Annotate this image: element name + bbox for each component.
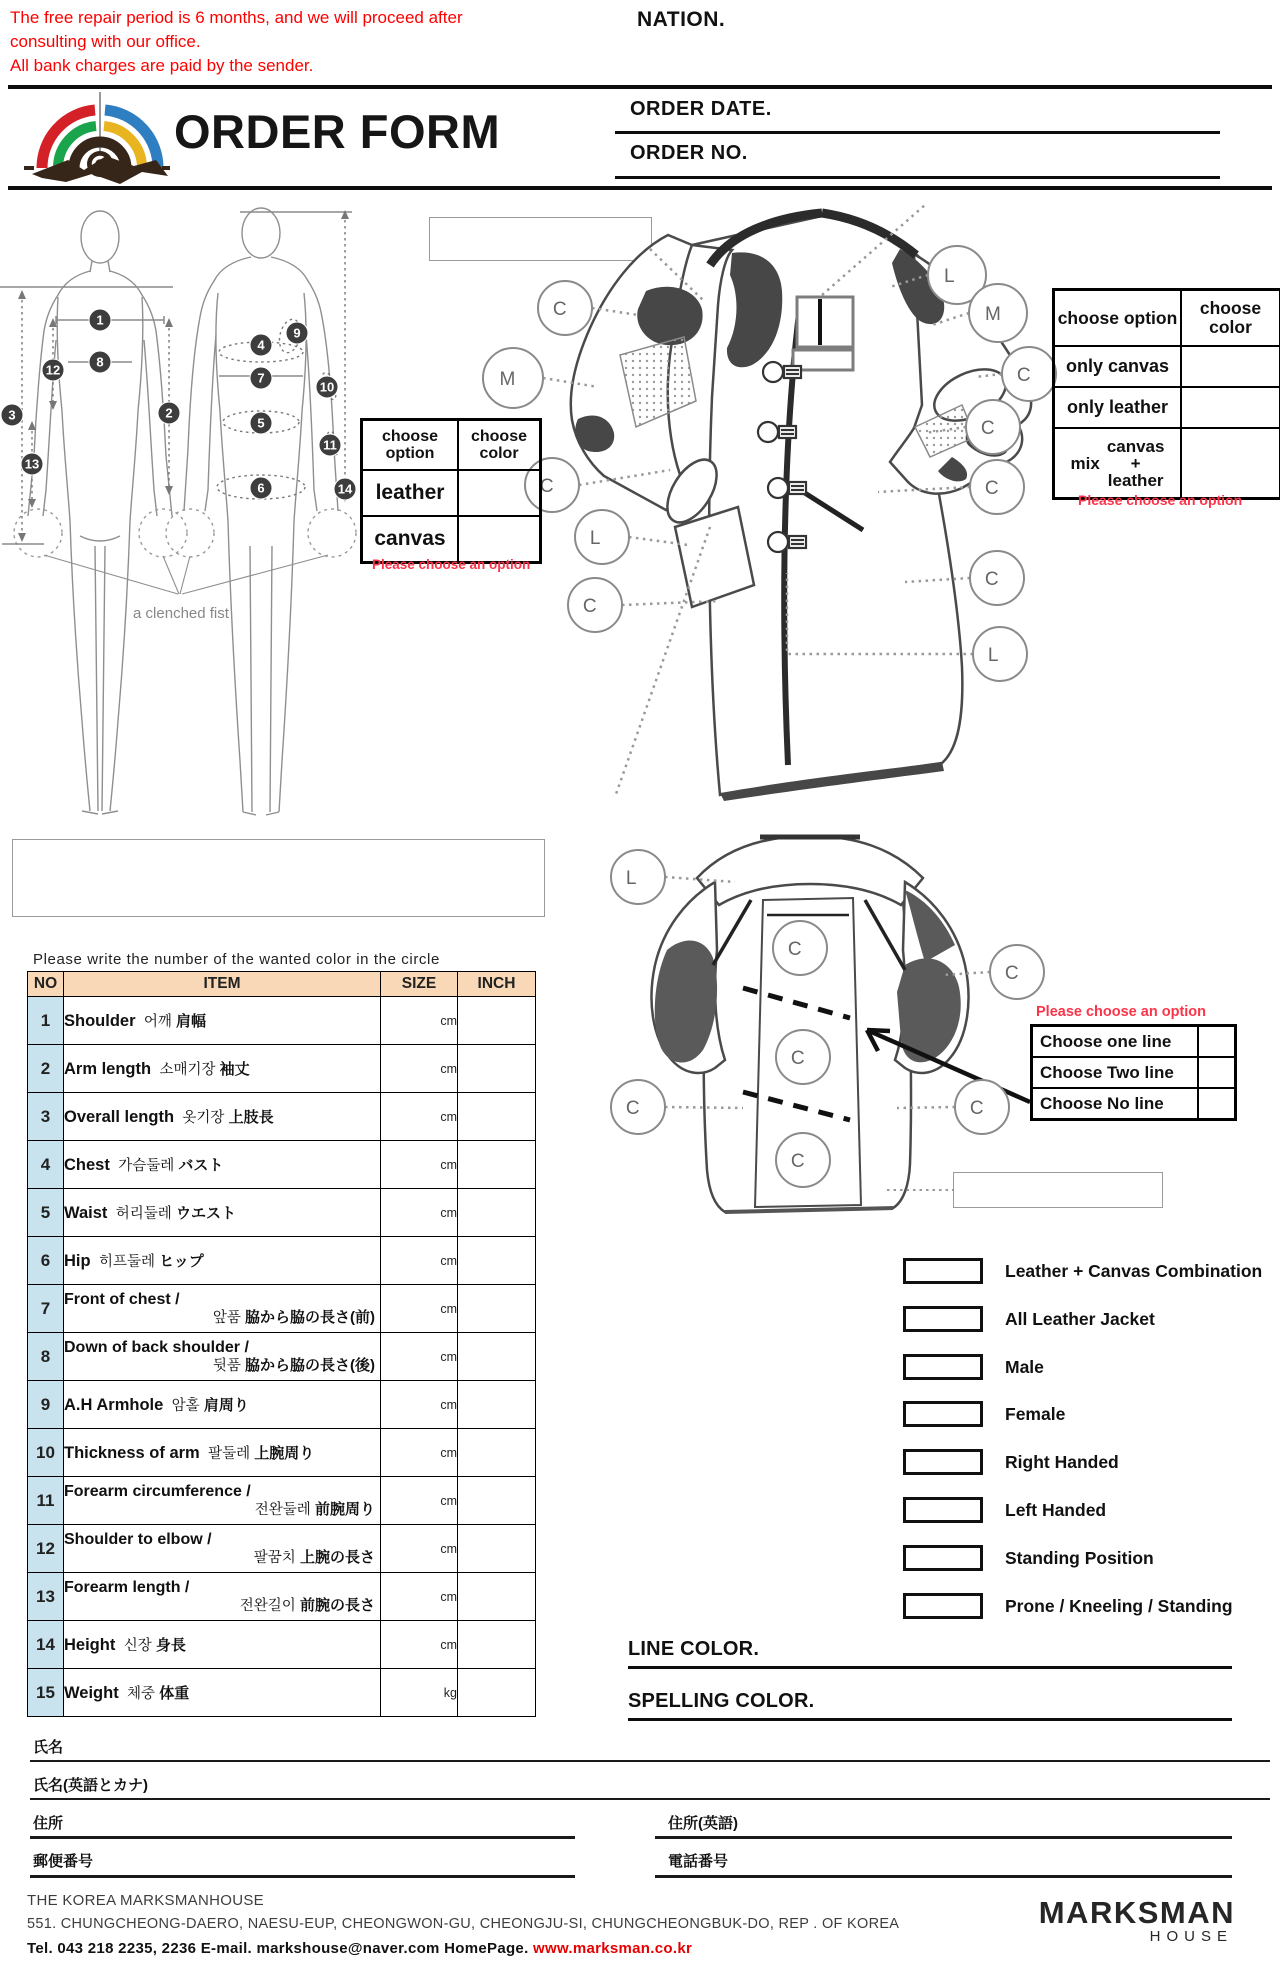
only-canvas-label: only canvas xyxy=(1054,346,1182,387)
size-input-cell[interactable]: cm xyxy=(381,1045,458,1093)
checkbox-row xyxy=(903,1304,1155,1334)
row-item-label: A.H Armhole 암홀 肩周り xyxy=(64,1381,381,1429)
only-leather-color-cell[interactable] xyxy=(1181,387,1280,428)
header-rule-top xyxy=(8,85,1272,89)
row-item-label: Forearm length / 전완길이 前腕の長さ xyxy=(64,1573,381,1621)
table-row xyxy=(28,1429,536,1477)
row-number: 2 xyxy=(28,1045,64,1093)
row-number: 3 xyxy=(28,1093,64,1141)
size-input-cell[interactable]: cm xyxy=(381,1333,458,1381)
opt-leather-label: leather xyxy=(362,470,459,516)
row-item-label: Forearm circumference / 전완둘레 前腕周り xyxy=(64,1477,381,1525)
checkbox-label: Prone / Kneeling / Standing xyxy=(1005,1595,1233,1616)
inch-input-cell[interactable] xyxy=(458,1429,536,1477)
checkbox-label: Left Handed xyxy=(1005,1499,1107,1520)
footer-address: 551. CHUNGCHEONG-DAERO, NAESU-EUP, CHEONGWON-GU, CHEONGJU-SI, CHUNGCHEONGBUK-DO, REP . OF KOREA xyxy=(27,1916,900,1932)
inch-input-cell[interactable] xyxy=(458,1141,536,1189)
address-label: 住所 xyxy=(33,1815,64,1832)
table-row xyxy=(28,1669,536,1717)
table-row xyxy=(28,1237,536,1285)
row-number: 15 xyxy=(28,1669,64,1717)
measure-marker-number: 5 xyxy=(257,415,265,431)
opt-left-note: Please choose an option xyxy=(372,557,531,572)
color-callout-circle[interactable] xyxy=(575,510,629,564)
front-jacket-diagram xyxy=(470,205,1070,805)
checkbox-row xyxy=(903,1352,1044,1382)
checkbox[interactable] xyxy=(903,1401,983,1427)
mix-option-table xyxy=(1052,288,1280,500)
nation-label: NATION. xyxy=(637,8,726,31)
inch-input-cell[interactable] xyxy=(458,1093,536,1141)
measurement-table xyxy=(27,971,536,1717)
inch-input-cell[interactable] xyxy=(458,1285,536,1333)
size-input-cell[interactable]: cm xyxy=(381,1573,458,1621)
address-en-field[interactable] xyxy=(655,1836,1232,1839)
option-checkbox-list xyxy=(903,1256,1280,1631)
checkbox[interactable] xyxy=(903,1497,983,1523)
phone-field[interactable] xyxy=(655,1875,1232,1878)
checkbox-row xyxy=(903,1495,1106,1525)
measure-marker-number: 4 xyxy=(257,337,265,353)
checkbox[interactable] xyxy=(903,1545,983,1571)
color-instruction: Please write the number of the wanted color in the circle xyxy=(33,951,440,968)
name-field[interactable] xyxy=(30,1760,1270,1762)
callout-letter: L xyxy=(589,528,601,549)
inch-input-cell[interactable] xyxy=(458,1045,536,1093)
zip-field[interactable] xyxy=(30,1875,575,1878)
line-table-note: Please choose an option xyxy=(1036,1004,1207,1020)
callout-letter: C xyxy=(552,299,567,320)
row-item-label: Overall length 옷기장 上肢長 xyxy=(64,1093,381,1141)
name-en-label: 氏名(英語とカナ) xyxy=(33,1777,148,1794)
choose-one-line-label: Choose one line xyxy=(1032,1026,1199,1058)
notice-line-2: All bank charges are paid by the sender. xyxy=(10,56,314,75)
checkbox-label: Female xyxy=(1005,1403,1066,1424)
marksman-logo-text: MARKSMAN xyxy=(1038,1895,1235,1930)
measure-marker-number: 10 xyxy=(319,379,335,395)
size-input-cell[interactable]: cm xyxy=(381,1477,458,1525)
checkbox-row xyxy=(903,1256,1262,1286)
row-number: 12 xyxy=(28,1525,64,1573)
measure-marker-number: 3 xyxy=(8,407,16,423)
checkbox[interactable] xyxy=(903,1306,983,1332)
callout-letter: C xyxy=(1004,963,1019,984)
table-row xyxy=(28,1525,536,1573)
body-measure-diagram xyxy=(0,200,400,830)
callout-letter: C xyxy=(1016,365,1031,386)
row-item-label: Height 신장 身長 xyxy=(64,1621,381,1669)
checkbox[interactable] xyxy=(903,1258,983,1284)
notice-line-1: The free repair period is 6 months, and we will proceed after consulting with our office. xyxy=(10,8,463,51)
choose-one-line-cell[interactable] xyxy=(1198,1026,1236,1058)
measure-marker-number: 6 xyxy=(257,480,265,496)
opt-left-col1-header: choose option xyxy=(362,420,459,471)
inch-input-cell[interactable] xyxy=(458,1669,536,1717)
size-input-cell[interactable]: kg xyxy=(381,1669,458,1717)
checkbox-row xyxy=(903,1399,1065,1429)
order-no-label: ORDER NO. xyxy=(630,142,748,164)
color-callout-circle[interactable] xyxy=(611,850,665,904)
row-number: 6 xyxy=(28,1237,64,1285)
callout-letter: M xyxy=(499,369,516,390)
inch-input-cell[interactable] xyxy=(458,997,536,1045)
checkbox-label: Leather + Canvas Combination xyxy=(1005,1260,1263,1281)
table-row xyxy=(28,1333,536,1381)
choose-no-line-label: Choose No line xyxy=(1032,1088,1199,1120)
table-row xyxy=(28,1381,536,1429)
row-number: 5 xyxy=(28,1189,64,1237)
size-input-cell[interactable]: cm xyxy=(381,1429,458,1477)
row-number: 14 xyxy=(28,1621,64,1669)
col-header-inch: INCH xyxy=(458,972,536,997)
back-jacket-diagram xyxy=(575,830,1070,1265)
col-header-no: NO xyxy=(28,972,64,997)
repair-notice xyxy=(10,6,530,78)
table-row xyxy=(28,1573,536,1621)
col-header-size: SIZE xyxy=(381,972,458,997)
inch-input-cell[interactable] xyxy=(458,1189,536,1237)
order-no-field[interactable] xyxy=(615,176,1220,179)
opt-leather-color-cell[interactable] xyxy=(458,470,541,516)
color-callout-circle[interactable] xyxy=(973,627,1027,681)
opt-left-col2-header: choose color xyxy=(458,420,541,471)
measure-marker-number: 9 xyxy=(293,325,301,341)
row-item-label: Front of chest / 앞품 脇から脇の長さ(前) xyxy=(64,1285,381,1333)
measure-marker-number: 12 xyxy=(45,362,61,378)
callout-letter: C xyxy=(969,1098,984,1119)
address-en-label: 住所(英語) xyxy=(668,1815,738,1832)
opt-canvas-color-cell[interactable] xyxy=(458,516,541,563)
name-label: 氏名 xyxy=(33,1739,64,1756)
choose-two-line-cell[interactable] xyxy=(1198,1057,1236,1088)
row-number: 7 xyxy=(28,1285,64,1333)
callout-letter: C xyxy=(984,478,999,499)
callout-letter: C xyxy=(787,939,802,960)
size-input-cell[interactable]: cm xyxy=(381,1237,458,1285)
zip-label: 郵便番号 xyxy=(33,1853,94,1870)
col-header-item: ITEM xyxy=(64,972,381,997)
order-date-label: ORDER DATE. xyxy=(630,98,772,120)
page-title: ORDER FORM xyxy=(174,105,501,158)
opt-canvas-label: canvas xyxy=(362,516,459,563)
size-input-cell[interactable]: cm xyxy=(381,1189,458,1237)
phone-label: 電話番号 xyxy=(668,1853,729,1870)
fist-pointer-lines xyxy=(44,555,328,594)
row-item-label: Chest 가슴둘레 バスト xyxy=(64,1141,381,1189)
footer-contact xyxy=(27,1940,692,1957)
row-item-label: Down of back shoulder / 뒷품 脇から脇の長さ(後) xyxy=(64,1333,381,1381)
inch-input-cell[interactable] xyxy=(458,1525,536,1573)
footer-contact-text: Tel. 043 218 2235, 2236 E-mail. markshouse@naver.com HomePage. xyxy=(27,1940,534,1957)
measure-marker-number: 8 xyxy=(96,354,104,370)
material-option-table xyxy=(360,418,542,564)
callout-letter: C xyxy=(980,418,995,439)
checkbox-row xyxy=(903,1447,1119,1477)
table-row xyxy=(28,997,536,1045)
size-input-cell[interactable]: cm xyxy=(381,1621,458,1669)
measure-marker-number: 13 xyxy=(24,456,40,472)
callout-letter: C xyxy=(790,1048,805,1069)
callout-letter: C xyxy=(625,1098,640,1119)
checkbox-row xyxy=(903,1543,1154,1573)
logo-base xyxy=(32,156,168,184)
row-number: 13 xyxy=(28,1573,64,1621)
table-row xyxy=(28,1285,536,1333)
table-row xyxy=(28,1477,536,1525)
checkbox[interactable] xyxy=(903,1354,983,1380)
row-number: 10 xyxy=(28,1429,64,1477)
footer-company: THE KOREA MARKSMANHOUSE xyxy=(27,1892,264,1909)
table-row xyxy=(28,1045,536,1093)
fist-circles xyxy=(14,509,356,557)
marksman-logo xyxy=(995,1895,1235,1945)
line-color-label: LINE COLOR. xyxy=(628,1638,760,1660)
callout-letter: C xyxy=(539,476,554,497)
opt-right-note: Please choose an option xyxy=(1078,492,1243,508)
inch-input-cell[interactable] xyxy=(458,1573,536,1621)
row-number: 9 xyxy=(28,1381,64,1429)
inch-input-cell[interactable] xyxy=(458,1381,536,1429)
callout-letter: L xyxy=(625,868,637,889)
name-en-field[interactable] xyxy=(30,1798,1270,1800)
table-row xyxy=(28,1621,536,1669)
mix-color-cell[interactable] xyxy=(1181,428,1280,499)
measure-marker-number: 14 xyxy=(337,481,353,497)
row-item-label: Arm length 소매기장 袖丈 xyxy=(64,1045,381,1093)
only-canvas-color-cell[interactable] xyxy=(1181,346,1280,387)
row-item-label: Weight 체중 体重 xyxy=(64,1669,381,1717)
logo-tick-right xyxy=(162,166,170,170)
table-row xyxy=(28,1093,536,1141)
row-item-label: Shoulder to elbow / 팔꿈치 上腕の長さ xyxy=(64,1525,381,1573)
size-input-cell[interactable]: cm xyxy=(381,1141,458,1189)
opt-right-col2-header: choose color xyxy=(1181,290,1280,347)
choose-no-line-cell[interactable] xyxy=(1198,1088,1236,1120)
callout-letter: C xyxy=(984,569,999,590)
row-number: 4 xyxy=(28,1141,64,1189)
checkbox-row xyxy=(903,1591,1233,1621)
checkbox[interactable] xyxy=(903,1593,983,1619)
header-rule-bottom xyxy=(8,186,1272,190)
line-color-field[interactable] xyxy=(628,1666,1232,1669)
checkbox-label: Standing Position xyxy=(1005,1547,1154,1568)
clenched-fist-caption: a clenched fist xyxy=(133,605,229,622)
inch-input-cell[interactable] xyxy=(458,1237,536,1285)
note-box-left[interactable] xyxy=(12,839,545,917)
callout-letter: C xyxy=(582,596,597,617)
callout-letter: L xyxy=(987,645,999,666)
table-row xyxy=(28,1141,536,1189)
row-item-label: Hip 히프둘레 ヒップ xyxy=(64,1237,381,1285)
table-row xyxy=(28,1189,536,1237)
marksman-logo-sub: HOUSE xyxy=(1149,1928,1233,1945)
callout-letter: M xyxy=(984,304,1001,325)
mix-label: mix canvas + leather xyxy=(1054,428,1182,499)
measure-marker-number: 1 xyxy=(96,312,104,328)
checkbox-label: All Leather Jacket xyxy=(1005,1308,1155,1329)
callout-letter: L xyxy=(943,266,955,287)
address-field[interactable] xyxy=(30,1836,575,1839)
only-leather-label: only leather xyxy=(1054,387,1182,428)
inch-input-cell[interactable] xyxy=(458,1621,536,1669)
callout-leader-line xyxy=(897,1107,955,1108)
body-outlines xyxy=(28,208,338,815)
row-item-label: Waist 허리둘레 ウエスト xyxy=(64,1189,381,1237)
footer-homepage-link[interactable]: www.marksman.co.kr xyxy=(533,1940,693,1957)
measure-marker-number: 11 xyxy=(323,437,337,453)
row-number: 11 xyxy=(28,1477,64,1525)
inch-input-cell[interactable] xyxy=(458,1333,536,1381)
size-input-cell[interactable]: cm xyxy=(381,1381,458,1429)
order-date-field[interactable] xyxy=(615,131,1220,134)
row-item-label: Thickness of arm 팔둘레 上腕周り xyxy=(64,1429,381,1477)
measure-marker-number: 7 xyxy=(257,370,265,386)
logo-tick-left xyxy=(24,166,34,170)
opt-right-col1-header: choose option xyxy=(1054,290,1182,347)
size-input-cell[interactable]: cm xyxy=(381,1525,458,1573)
spelling-color-label: SPELLING COLOR. xyxy=(628,1690,815,1712)
checkbox-label: Male xyxy=(1005,1356,1044,1377)
row-item-label: Shoulder 어깨 肩幅 xyxy=(64,997,381,1045)
size-input-cell[interactable]: cm xyxy=(381,1093,458,1141)
row-number: 1 xyxy=(28,997,64,1045)
checkbox[interactable] xyxy=(903,1449,983,1475)
checkbox-label: Right Handed xyxy=(1005,1451,1119,1472)
choose-two-line-label: Choose Two line xyxy=(1032,1057,1199,1088)
brand-logo xyxy=(22,90,172,186)
spelling-color-field[interactable] xyxy=(628,1718,1232,1721)
callout-letter: C xyxy=(790,1151,805,1172)
size-input-cell[interactable]: cm xyxy=(381,997,458,1045)
line-choice-table xyxy=(1030,1024,1237,1121)
size-input-cell[interactable]: cm xyxy=(381,1285,458,1333)
measure-marker-number: 2 xyxy=(165,405,173,421)
row-number: 8 xyxy=(28,1333,64,1381)
inch-input-cell[interactable] xyxy=(458,1477,536,1525)
